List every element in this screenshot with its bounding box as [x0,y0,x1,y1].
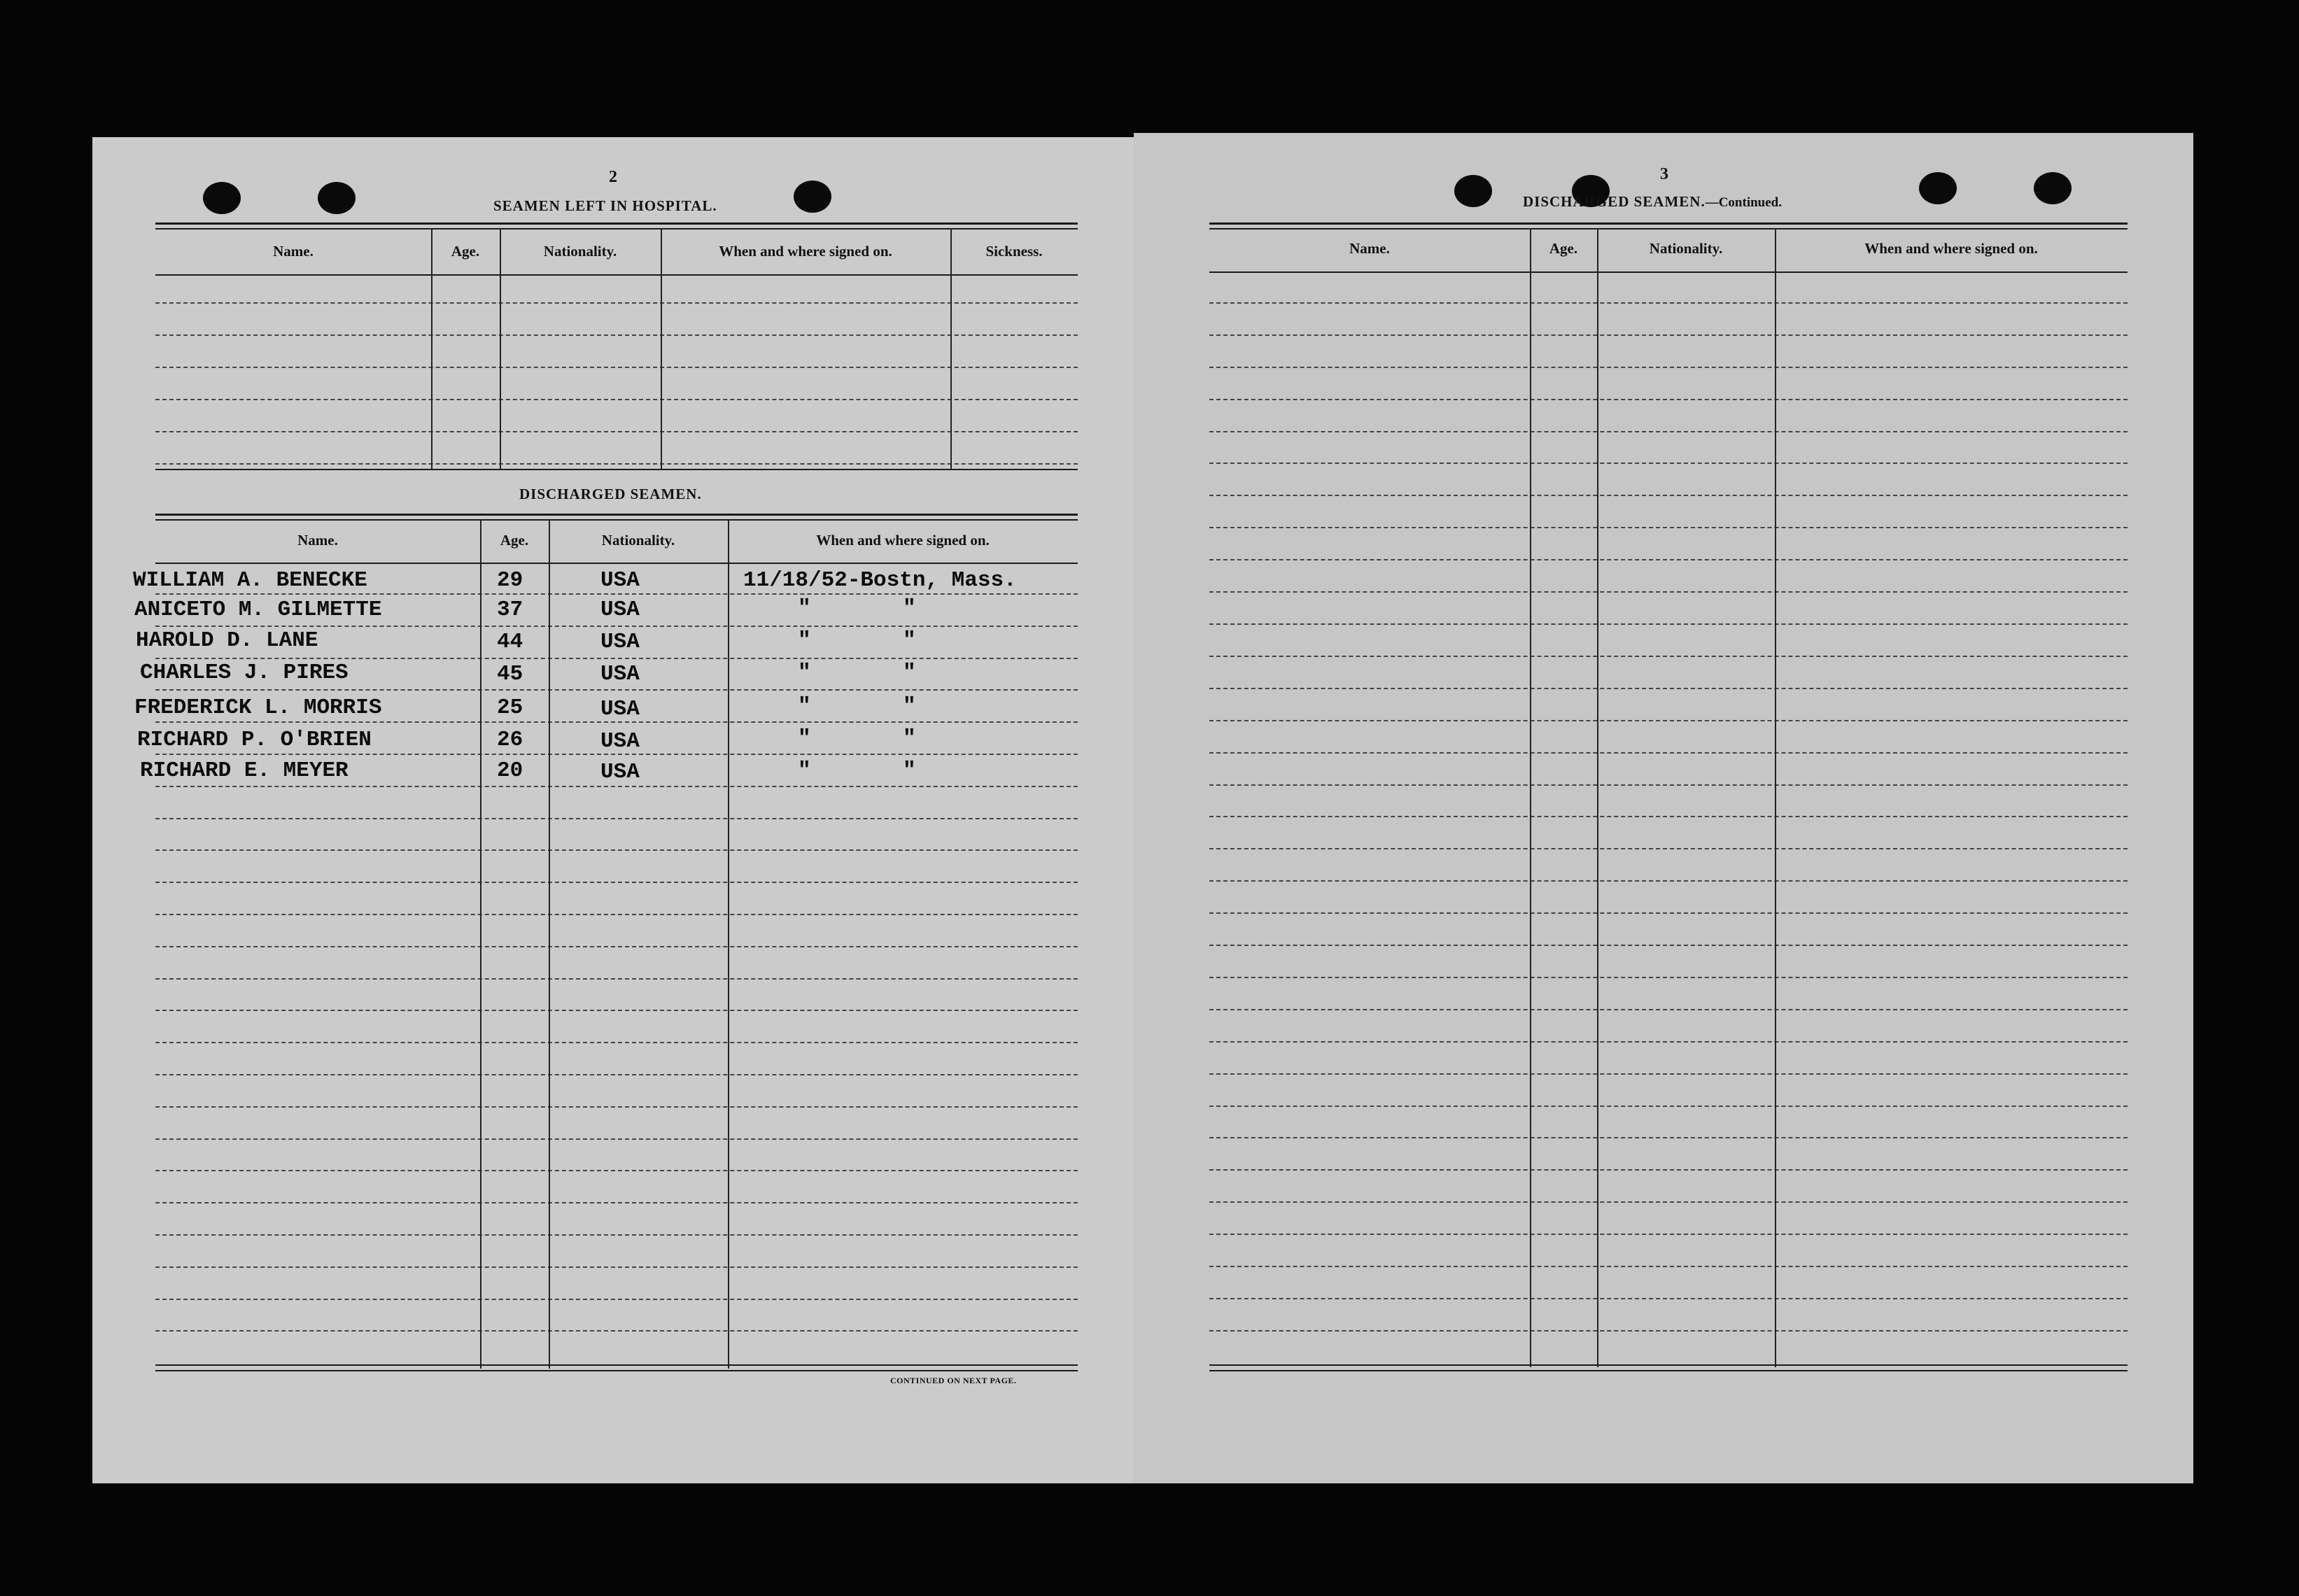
rule [155,519,1078,521]
ruled-line [155,626,1078,627]
ruled-line [155,658,1078,659]
column-header: Age. [500,532,529,549]
ditto-mark: " [903,726,916,751]
ruled-line [155,1234,1078,1236]
seaman-age: 25 [497,695,523,720]
ruled-line [155,1138,1078,1140]
punch-hole [794,181,831,213]
ruled-line [1209,1009,2128,1010]
ruled-line [1209,302,2128,304]
ruled-line [1209,1201,2128,1203]
seaman-name: ANICETO M. GILMETTE [134,598,382,622]
ruled-line [1209,688,2128,689]
ruled-line [1209,945,2128,946]
column-header: When and where signed on. [816,532,990,549]
discharged-continued-title [1523,193,1782,211]
seaman-name: HAROLD D. LANE [136,628,318,653]
ruled-line [1209,367,2128,368]
ruled-line [1209,656,2128,657]
seaman-nationality: USA [600,568,640,593]
ruled-line [1209,334,2128,336]
ditto-mark: " [798,726,811,751]
rule [1209,228,2128,229]
seaman-nationality: USA [600,697,640,721]
seaman-age: 20 [497,758,523,783]
column-header: Sickness. [985,243,1043,260]
ruled-line [155,399,1078,400]
ditto-mark: " [903,661,916,685]
seaman-age: 29 [497,568,523,593]
ruled-line [1209,1298,2128,1299]
ruled-line [155,1330,1078,1332]
seaman-nationality: USA [600,729,640,754]
ruled-line [155,1106,1078,1108]
ruled-line [1209,591,2128,593]
rule [155,469,1078,470]
ruled-line [155,1074,1078,1075]
ruled-line [1209,784,2128,786]
ruled-line [155,1202,1078,1203]
ruled-line [155,1010,1078,1011]
punch-hole [1919,172,1957,204]
seaman-name: CHARLES J. PIRES [140,661,349,685]
ruled-line [155,1299,1078,1300]
page-number: 2 [609,168,617,186]
rule [155,228,1078,229]
ruled-line [1209,1169,2128,1171]
ruled-line [1209,623,2128,625]
rule [155,223,1078,225]
seaman-name: WILLIAM A. BENECKE [133,568,367,593]
ditto-mark: " [903,596,916,621]
ditto-mark: " [903,758,916,783]
column-header: Nationality. [601,532,675,549]
ruled-line [1209,559,2128,560]
discharged-section-title: DISCHARGED SEAMEN. [519,486,702,502]
punch-hole [2034,172,2072,204]
column-divider [661,228,662,469]
column-divider [480,519,481,1369]
ruled-line [155,914,1078,915]
seaman-signed-on: 11/18/52-Bostn, Mass. [743,568,1017,593]
ruled-line [1209,399,2128,400]
seaman-age: 26 [497,728,523,752]
page-number: 3 [1660,165,1668,183]
ruled-line [1209,462,2128,464]
rule [155,274,1078,276]
seaman-nationality: USA [600,662,640,686]
ruled-line [155,463,1078,465]
rule [155,1370,1078,1371]
column-divider [1597,228,1598,1367]
ruled-line [155,1042,1078,1043]
ruled-line [1209,431,2128,432]
ruled-line [155,593,1078,595]
column-header: Nationality. [543,243,617,260]
ditto-mark: " [798,661,811,685]
ruled-line [1209,912,2128,914]
ruled-line [1209,1330,2128,1332]
ruled-line [155,1266,1078,1268]
ruled-line [155,334,1078,336]
column-divider [1775,228,1776,1367]
ruled-line [1209,1234,2128,1235]
rule [155,514,1078,516]
seaman-name: RICHARD P. O'BRIEN [137,728,372,752]
rule [1209,1364,2128,1366]
ruled-line [1209,1073,2128,1075]
rule [1209,223,2128,225]
column-header: When and where signed on. [719,243,892,260]
column-divider [500,228,501,469]
column-header: Nationality. [1649,240,1723,257]
seaman-age: 37 [497,598,523,622]
ruled-line [155,431,1078,432]
ruled-line [155,754,1078,755]
punch-hole [203,182,241,214]
punch-hole [1454,175,1492,207]
seaman-age: 44 [497,630,523,654]
ruled-line [1209,527,2128,528]
ruled-line [1209,752,2128,754]
column-divider [1530,228,1531,1367]
ruled-line [1209,1106,2128,1107]
column-divider [431,228,433,469]
seaman-name: RICHARD E. MEYER [140,758,349,783]
column-header: Name. [297,532,338,549]
ruled-line [155,978,1078,980]
ruled-line [1209,495,2128,496]
ruled-line [1209,720,2128,721]
ruled-line [1209,848,2128,849]
ruled-line [155,721,1078,723]
ruled-line [1209,1137,2128,1138]
ditto-mark: " [798,758,811,783]
ruled-line [1209,1041,2128,1043]
rule [1209,271,2128,273]
column-header: Name. [1349,240,1390,257]
column-header: Name. [273,243,314,260]
ruled-line [155,946,1078,947]
ditto-mark: " [798,628,811,653]
ruled-line [155,367,1078,368]
column-divider [728,519,729,1369]
left-page [92,137,1142,1483]
ruled-line [1209,1266,2128,1267]
column-header: Age. [1549,240,1578,257]
ruled-line [155,882,1078,883]
ruled-line [1209,816,2128,817]
ruled-line [155,818,1078,819]
column-divider [549,519,550,1369]
seaman-nationality: USA [600,630,640,654]
ditto-mark: " [903,694,916,719]
rule [155,563,1078,564]
ditto-mark: " [903,628,916,653]
hospital-section-title: SEAMEN LEFT IN HOSPITAL. [493,197,717,214]
title-text: DISCHARGED SEAMEN. [1523,193,1706,210]
ruled-line [155,1170,1078,1171]
seaman-nationality: USA [600,598,640,622]
column-header: When and where signed on. [1864,240,2038,257]
column-divider [950,228,952,469]
rule [155,1364,1078,1366]
punch-hole [318,182,356,214]
rule [1209,1370,2128,1371]
ruled-line [155,689,1078,691]
ruled-line [155,849,1078,851]
ruled-line [155,786,1078,787]
ditto-mark: " [798,596,811,621]
title-suffix: —Continued. [1705,195,1782,210]
column-header: Age. [451,243,480,260]
ruled-line [1209,977,2128,978]
ditto-mark: " [798,694,811,719]
ruled-line [155,302,1078,304]
ruled-line [1209,880,2128,882]
seaman-age: 45 [497,662,523,686]
seaman-name: FREDERICK L. MORRIS [134,695,382,720]
seaman-nationality: USA [600,760,640,784]
continued-note: CONTINUED ON NEXT PAGE. [890,1376,1017,1385]
